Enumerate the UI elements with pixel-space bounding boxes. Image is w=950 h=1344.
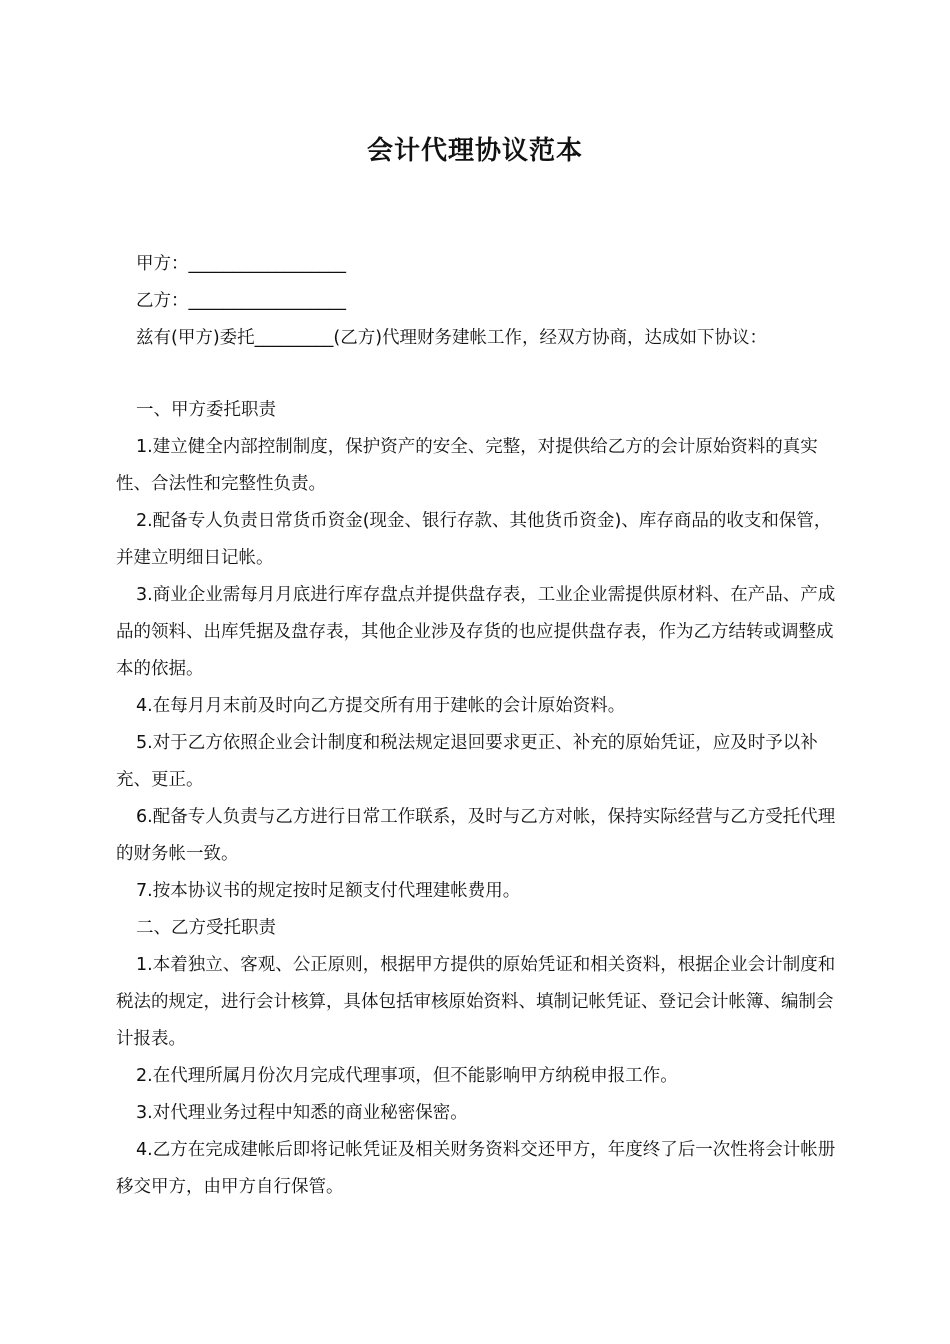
clause-paragraph: 7.按本协议书的规定按时足额支付代理建帐费用。 [136,881,521,901]
clause-paragraph: 6.配备专人负责与乙方进行日常工作联系，及时与乙方对帐，保持实际经营与乙方受托代理的财务帐一致。 [116,807,836,864]
clause-paragraph: 3.商业企业需每月月底进行库存盘点并提供盘存表，工业企业需提供原材料、在产品、产成品的领料、出库凭据及盘存表，其他企业涉及存货的也应提供盘存表，作为乙方结转或调整成本的依据。 [116,585,836,679]
document-body [116,246,836,1206]
clause-paragraph: 1.建立健全内部控制制度，保护资产的安全、完整，对提供给乙方的会计原始资料的真实性、合法性和完整性负责。 [116,437,818,494]
document-title: 会计代理协议范本 [366,136,583,166]
party-a-line: 甲方：__________________ [136,254,346,274]
section-heading: 一、甲方委托职责 [136,400,276,420]
party-b-line: 乙方：__________________ [136,291,346,311]
clause-paragraph: 4.乙方在完成建帐后即将记帐凭证及相关财务资料交还甲方，年度终了后一次性将会计帐册移交甲方，由甲方自行保管。 [116,1140,836,1197]
clause-paragraph: 2.配备专人负责日常货币资金(现金、银行存款、其他货币资金)、库存商品的收支和保管，并建立明细日记帐。 [116,511,832,568]
clause-paragraph: 2.在代理所属月份次月完成代理事项，但不能影响甲方纳税申报工作。 [136,1066,678,1086]
clause-paragraph: 3.对代理业务过程中知悉的商业秘密保密。 [136,1103,468,1123]
clause-paragraph: 1.本着独立、客观、公正原则，根据甲方提供的原始凭证和相关资料，根据企业会计制度和税法的规定，进行会计核算，具体包括审核原始资料、填制记帐凭证、登记会计帐簿、编制会计报表。 [116,955,836,1049]
clause-paragraph: 4.在每月月末前及时向乙方提交所有用于建帐的会计原始资料。 [136,696,626,716]
spacer [116,357,836,392]
intro-paragraph: 兹有(甲方)委托_________(乙方)代理财务建帐工作，经双方协商，达成如下协议： [136,328,768,348]
section-heading: 二、乙方受托职责 [136,918,276,938]
clause-paragraph: 5.对于乙方依照企业会计制度和税法规定退回要求更正、补充的原始凭证，应及时予以补充、更正。 [116,733,818,790]
